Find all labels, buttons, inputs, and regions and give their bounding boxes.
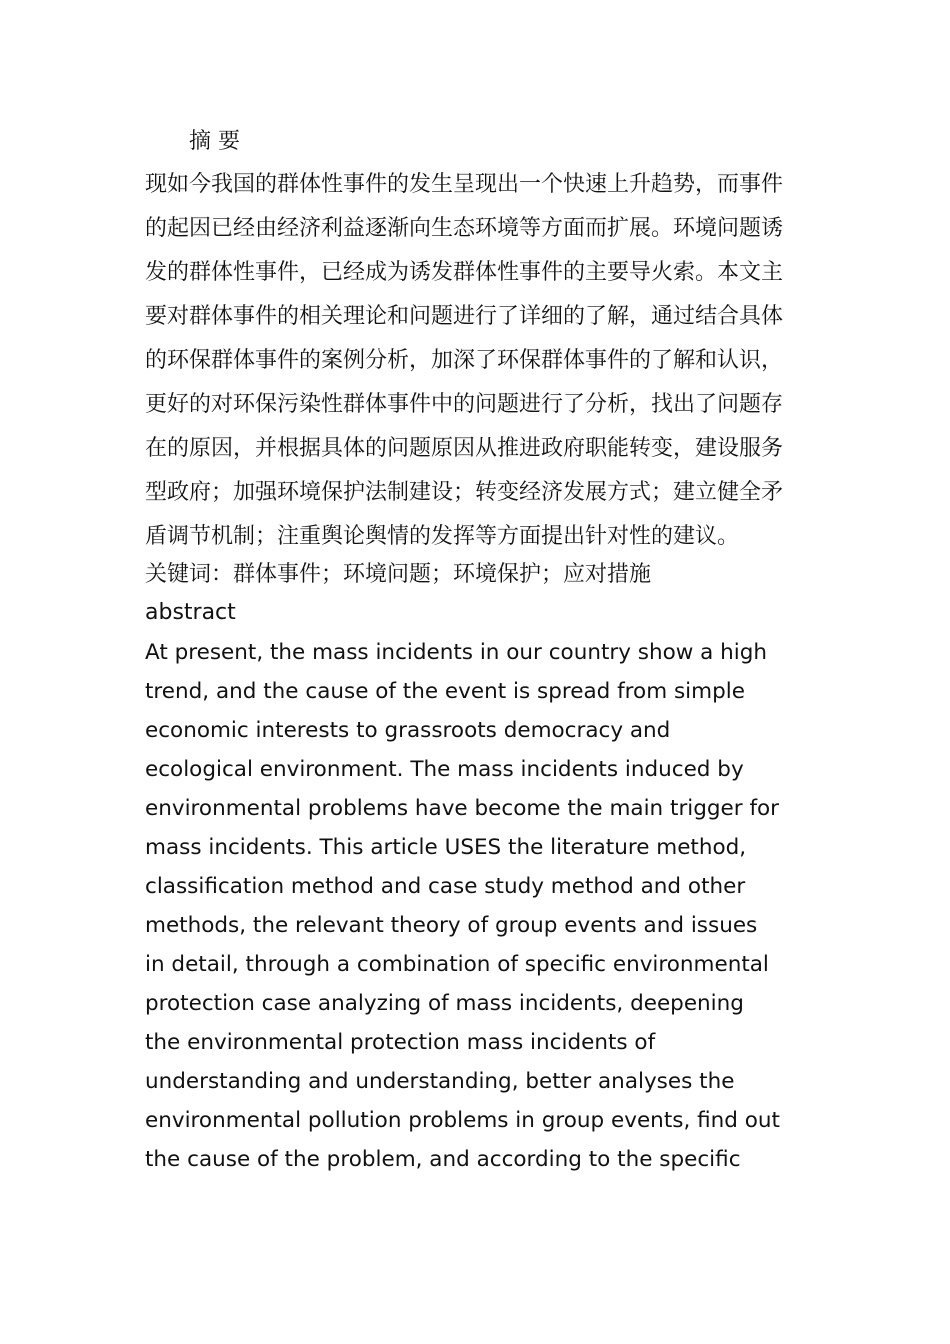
- abstract-content: [145, 124, 810, 1179]
- chinese-abstract-line: 现如今我国的群体性事件的发生呈现出一个快速上升趋势，而事件: [145, 172, 784, 197]
- chinese-abstract-line: 的起因已经由经济利益逐渐向生态环境等方面而扩展。环境问题诱: [145, 216, 784, 241]
- english-abstract-line: ecological environment. The mass incidents induced by: [145, 757, 744, 782]
- english-abstract-line: trend, and the cause of the event is spread from simple: [145, 679, 745, 704]
- english-abstract-line: At present, the mass incidents in our country show a high: [145, 640, 768, 665]
- english-abstract-line: methods, the relevant theory of group events and issues: [145, 913, 758, 938]
- chinese-abstract-line: 发的群体性事件，已经成为诱发群体性事件的主要导火索。本文主: [145, 260, 784, 285]
- english-abstract-body: [145, 633, 810, 1179]
- english-abstract-line: in detail, through a combination of specific environmental: [145, 952, 769, 977]
- english-abstract-line: the cause of the problem, and according to the specific: [145, 1147, 741, 1172]
- chinese-abstract-line: 型政府；加强环境保护法制建设；转变经济发展方式；建立健全矛: [145, 480, 784, 505]
- chinese-abstract-line: 在的原因，并根据具体的问题原因从推进政府职能转变，建设服务: [145, 436, 784, 461]
- chinese-abstract-line: 的环保群体事件的案例分析，加深了环保群体事件的了解和认识，: [145, 348, 784, 373]
- english-abstract-heading: abstract: [145, 600, 236, 625]
- english-abstract-line: environmental problems have become the main trigger for: [145, 796, 780, 821]
- english-abstract-line: mass incidents. This article USES the literature method,: [145, 835, 747, 860]
- english-abstract-line: protection case analyzing of mass incidents, deepening: [145, 991, 744, 1016]
- chinese-abstract-heading: 摘 要: [189, 129, 240, 154]
- chinese-abstract-line: 要对群体事件的相关理论和问题进行了详细的了解，通过结合具体: [145, 304, 784, 329]
- english-abstract-line: understanding and understanding, better analyses the: [145, 1069, 735, 1094]
- chinese-keywords: 关键词：群体事件；环境问题；环境保护；应对措施: [145, 562, 652, 587]
- chinese-abstract-body: [145, 163, 810, 559]
- chinese-abstract-line: 更好的对环保污染性群体事件中的问题进行了分析，找出了问题存: [145, 392, 784, 417]
- english-abstract-line: environmental pollution problems in group events, find out: [145, 1108, 780, 1133]
- english-abstract-line: the environmental protection mass incidents of: [145, 1030, 656, 1055]
- english-abstract-line: economic interests to grassroots democracy and: [145, 718, 671, 743]
- chinese-abstract-line: 盾调节机制；注重舆论舆情的发挥等方面提出针对性的建议。: [145, 524, 740, 549]
- english-abstract-line: classification method and case study method and other: [145, 874, 746, 899]
